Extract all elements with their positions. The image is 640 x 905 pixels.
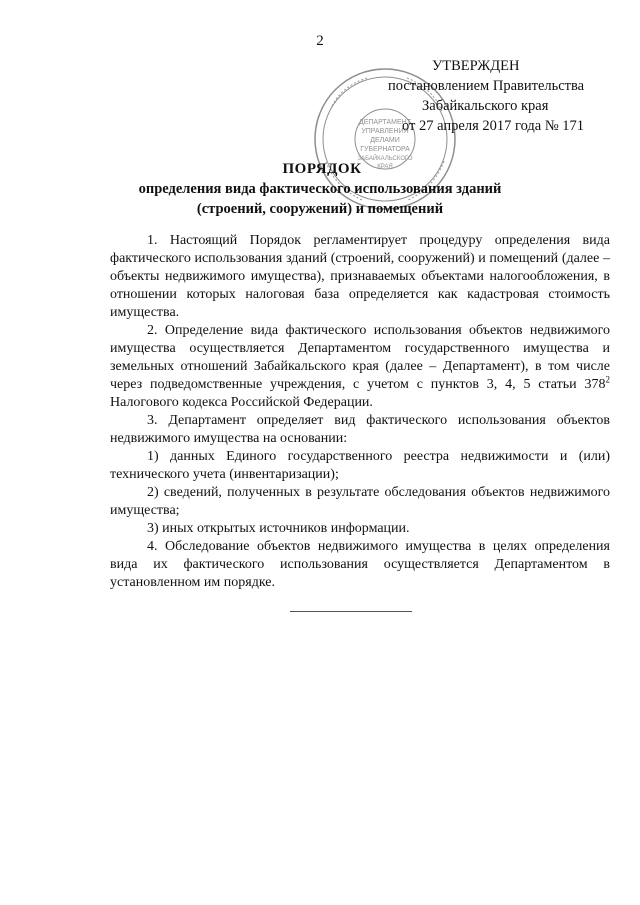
svg-text:УПРАВЛЕНИЯ: УПРАВЛЕНИЯ <box>361 128 409 135</box>
paragraph-3-item-1: 1) данных Единого государственного реестра недвижимости и (или) технического учета (инвентаризации); <box>110 449 610 482</box>
paragraph-3: 3. Департамент определяет вид фактического использования объектов недвижимого имущества на основании: <box>110 413 610 446</box>
approval-line-2: Забайкальского края <box>422 98 549 114</box>
approval-heading: УТВЕРЖДЕН <box>432 58 520 74</box>
paragraph-3-item-2: 2) сведений, полученных в результате обследования объектов недвижимого имущества; <box>110 485 610 518</box>
document-subtitle-line-1: определения вида фактического использования зданий <box>138 181 502 197</box>
svg-text:ЗАБАЙКАЛЬСКОГО: ЗАБАЙКАЛЬСКОГО <box>357 156 413 162</box>
paragraph-4: 4. Обследование объектов недвижимого имущества в целях определения вида их фактического использования осуществляется Департаментом в установленном им порядке. <box>110 539 610 590</box>
svg-text:ГУБЕРНАТОРА: ГУБЕРНАТОРА <box>360 146 410 153</box>
paragraph-2 <box>110 322 610 412</box>
approval-block <box>384 56 584 136</box>
document-title: ПОРЯДОК <box>282 161 362 177</box>
approval-line-3: от 27 апреля 2017 года № 171 <box>402 118 585 134</box>
svg-text:ДЕЛАМИ: ДЕЛАМИ <box>370 137 400 144</box>
approval-line-1: постановлением Правительства <box>388 78 585 94</box>
paragraph-3-item-3: 3) иных открытых источников информации. <box>147 521 410 536</box>
svg-text:КРАЯ: КРАЯ <box>377 164 393 170</box>
page-number: 2 <box>316 33 324 49</box>
svg-text:ДЕПАРТАМЕНТ: ДЕПАРТАМЕНТ <box>358 119 412 126</box>
document-title-block <box>0 159 640 219</box>
paragraph-2-text: 2. Определение вида фактического использования объектов недвижимого имущества осуществляется Департаментом государственного имущества и земельных отношений Забайкальского края (далее – Департамент), в том числе через подведомственные учреждения, с учетом с пунктов 3, 4, 5 статьи 378 <box>110 323 610 392</box>
paragraph-2-superscript: 2 <box>605 374 610 385</box>
document-body <box>110 232 610 592</box>
end-divider <box>290 611 412 612</box>
document-subtitle-line-2: (строений, сооружений) и помещений <box>196 201 444 217</box>
paragraph-1: 1. Настоящий Порядок регламентирует процедуру определения вида фактического использования зданий (строений, сооружений) и помещений (далее – объекты недвижимого имущества), признаваемых объектами налогообложения, в отношении которых налоговая база определяется как кадастровая стоимость имущества. <box>110 233 610 320</box>
paragraph-2-text-end: Налогового кодекса Российской Федерации. <box>110 395 373 410</box>
